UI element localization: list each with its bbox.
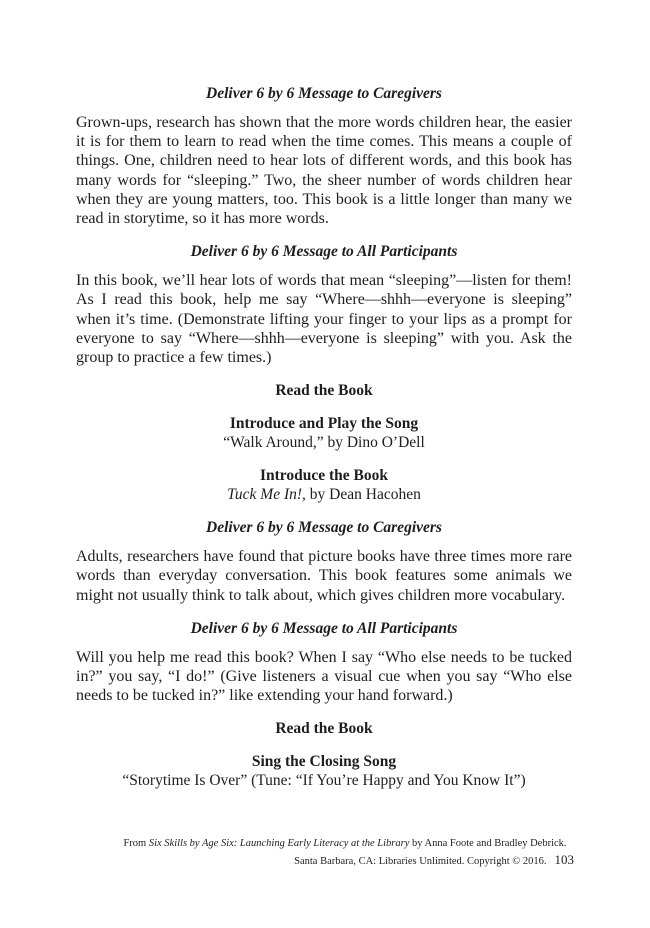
- paragraph: In this book, we’ll hear lots of words that mean “sleeping”—listen for them! As I read this book, help me say “Where—shhh—everyone is sleeping” when it’s time. (Demonstrate lifting your finger to your lips as a prompt for everyone to say “Where—shhh—everyone is sleeping” with you. Ask the group to practice a few times.): [76, 272, 572, 367]
- song-block: [76, 414, 572, 452]
- read-book-block: [76, 719, 572, 738]
- section-heading: Deliver 6 by 6 Message to All Participants: [190, 243, 458, 261]
- closing-song-heading: Sing the Closing Song: [251, 753, 397, 771]
- footer-authors: by Anna Foote and Bradley Debrick.: [409, 838, 567, 849]
- song-heading: Introduce and Play the Song: [229, 415, 419, 433]
- read-book-heading: Read the Book: [275, 720, 373, 738]
- footer-publisher-line: [76, 852, 574, 870]
- closing-song-title: “Storytime Is Over” (Tune: “If You’re Happy and You Know It”): [122, 772, 526, 790]
- paragraph: Grown-ups, research has shown that the more words children hear, the easier it is for them to learn to read when the time comes. This means a couple of things. One, children need to hear lots of different words, and this book has many words for “sleeping.” Two, the sheer number of words children hear when they are young matters, too. This book is a little longer than many we read in storytime, so it has more words.: [76, 114, 572, 228]
- page-footer: [76, 836, 574, 870]
- book-heading: Introduce the Book: [259, 467, 389, 485]
- closing-song-block: [76, 752, 572, 790]
- read-book-heading: Read the Book: [275, 382, 373, 400]
- book-title: Tuck Me In!: [227, 486, 303, 504]
- section-heading: Deliver 6 by 6 Message to Caregivers: [206, 85, 442, 102]
- section-heading: Deliver 6 by 6 Message to Caregivers: [206, 519, 442, 537]
- footer-source-line: [76, 836, 574, 852]
- footer-from: From: [123, 838, 149, 849]
- paragraph: Adults, researchers have found that picture books have three times more rare words than everyday conversation. This book features some animals we might not usually think to talk about, which gives children more vocabulary.: [76, 548, 572, 604]
- read-book-block: [76, 381, 572, 400]
- footer-publisher: Santa Barbara, CA: Libraries Unlimited. Copyright © 2016.: [294, 856, 547, 867]
- footer-source-title: Six Skills by Age Six: Launching Early Literacy at the Library: [148, 838, 410, 849]
- book-citation: [76, 485, 572, 504]
- section-heading: Deliver 6 by 6 Message to All Participants: [190, 619, 458, 637]
- song-title: “Walk Around,” by Dino O’Dell: [223, 434, 425, 452]
- page-number: 103: [554, 852, 574, 867]
- book-block: [76, 466, 572, 504]
- book-author: , by Dean Hacohen: [302, 486, 421, 504]
- paragraph: Will you help me read this book? When I say “Who else needs to be tucked in?” you say, “I do!” (Give listeners a visual cue when you say “Who else needs to be tucked in?” like extending your hand forward.): [76, 648, 572, 705]
